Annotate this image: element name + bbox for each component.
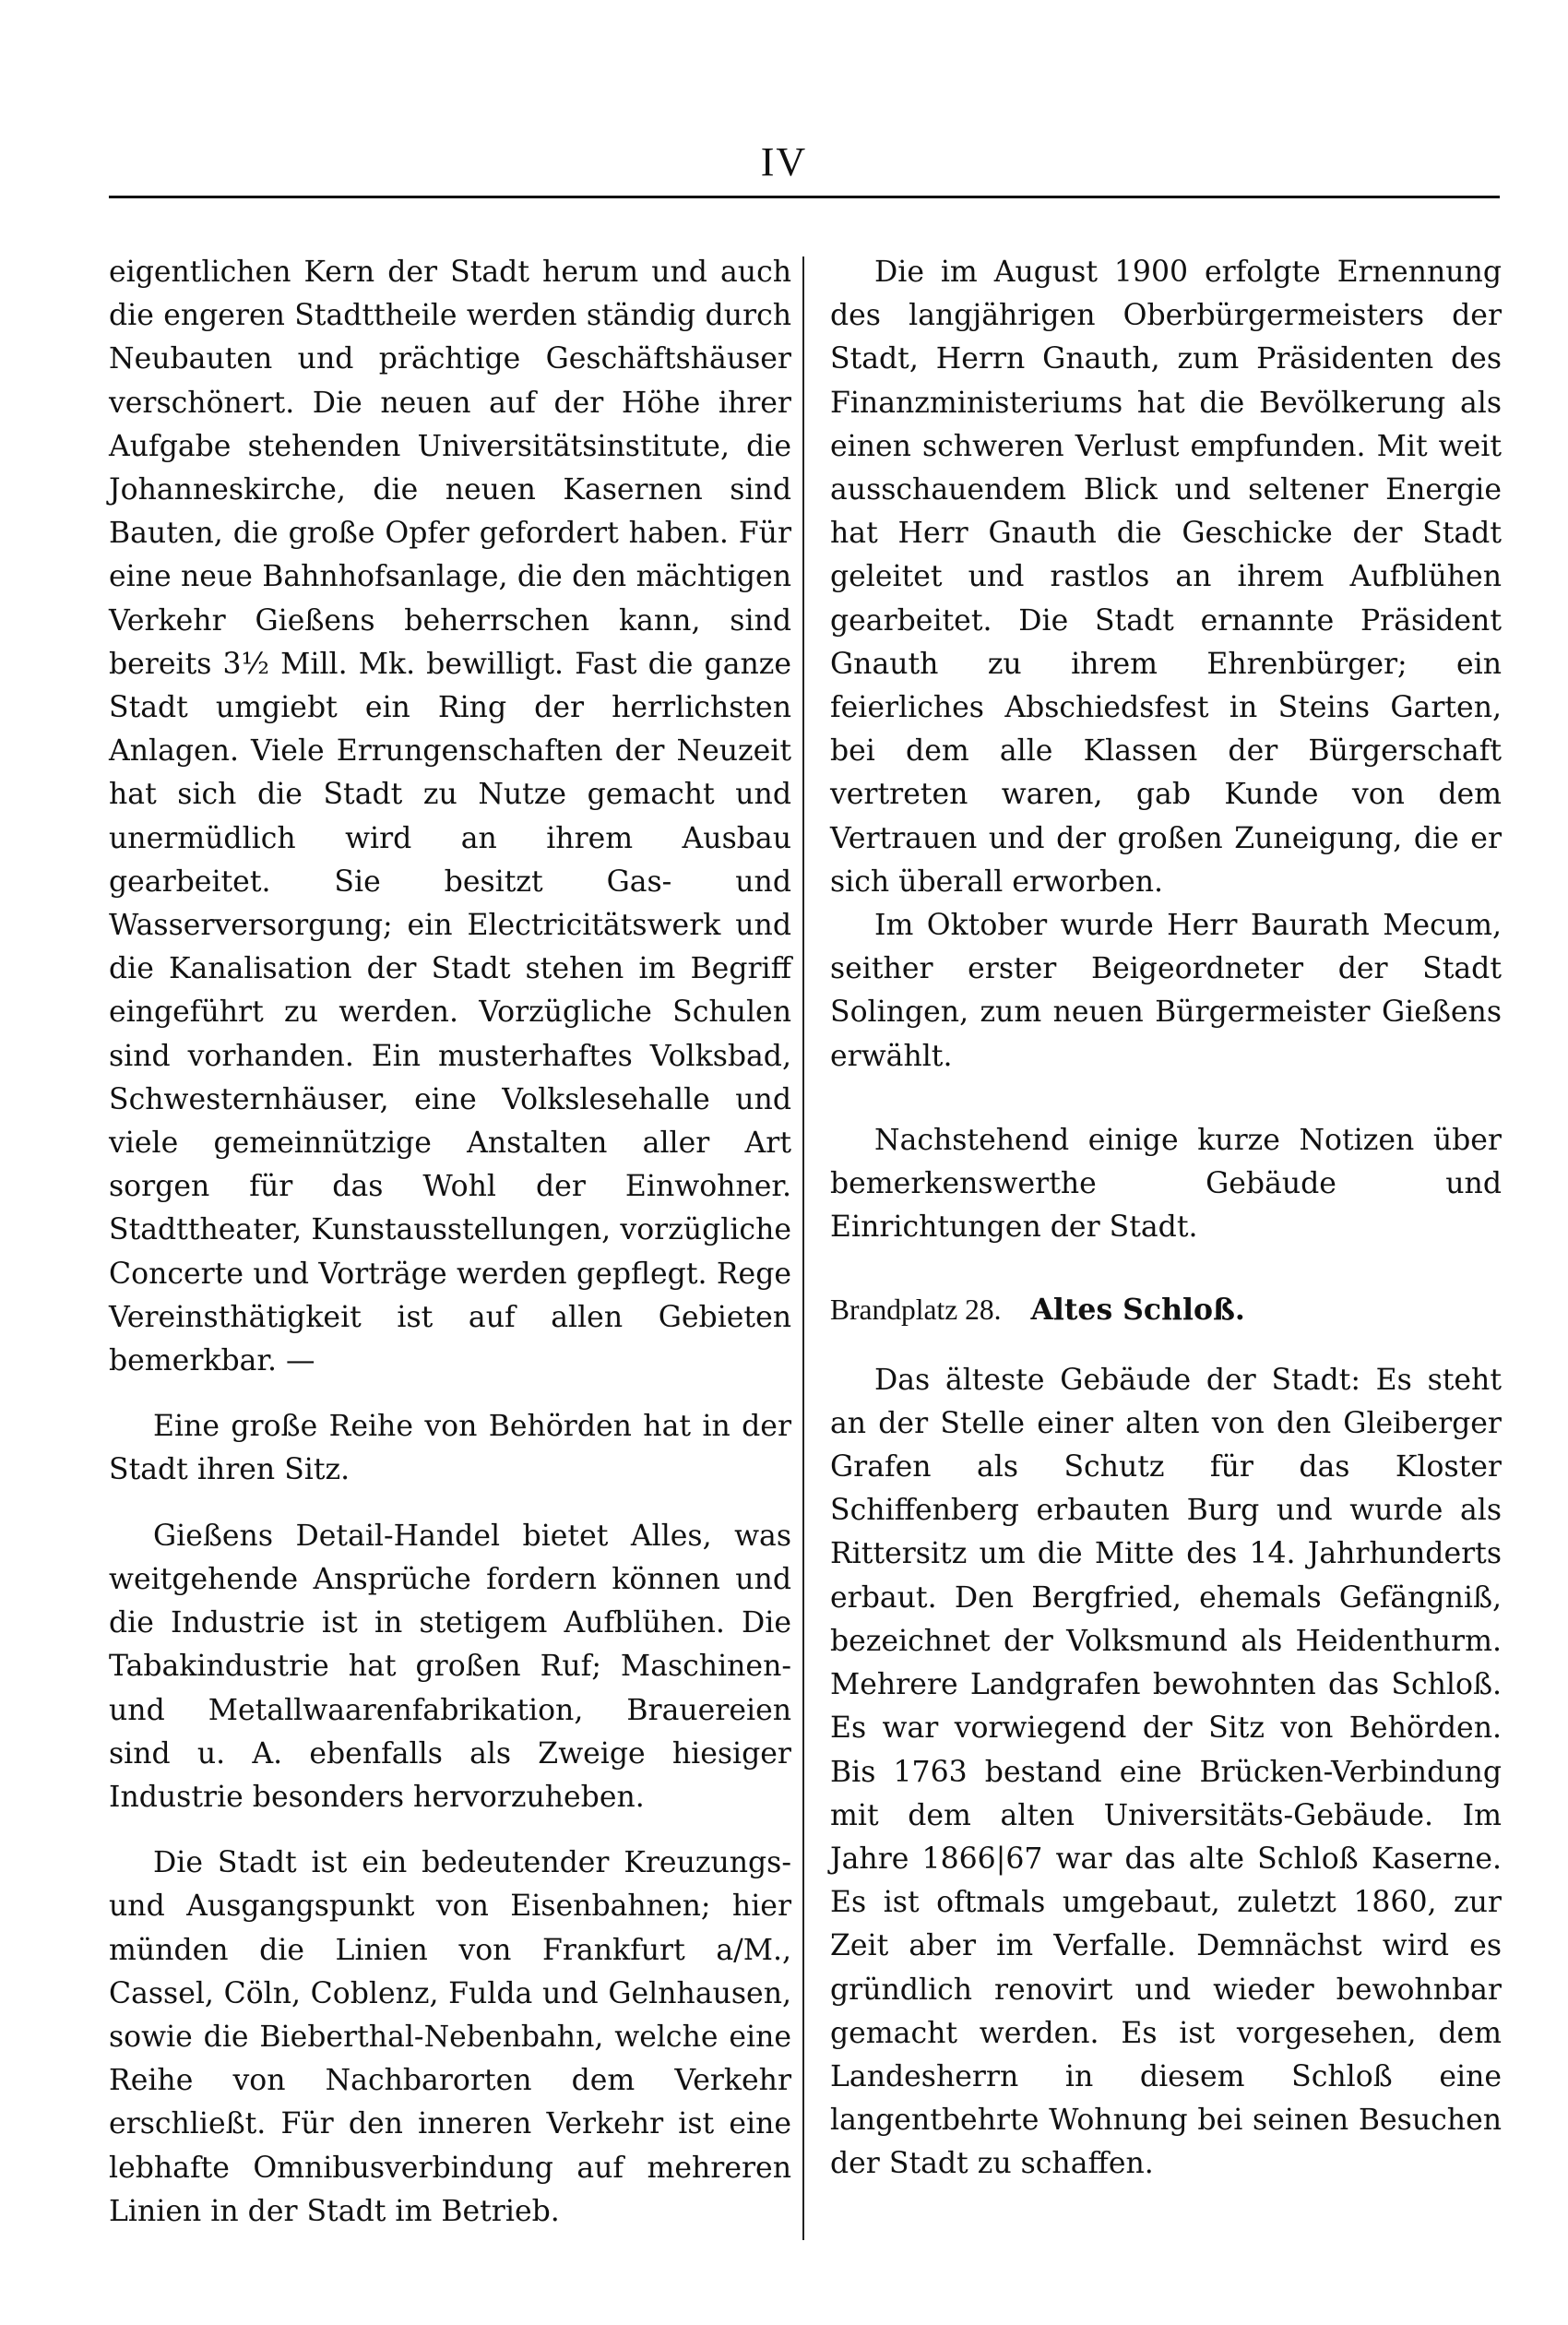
right-column bbox=[830, 251, 1502, 2187]
right-paragraph-1: Die im August 1900 erfolgte Ernennung des langjährigen Oberbürgermeisters der Stadt, Herrn Gnauth, zum Präsidenten des Finanzministeriums hat die Bevölkerung als einen schweren Verlust empfunden. Mit weit ausschauendem Blick und seltener Energie hat Herr Gnauth die Geschicke der Stadt geleitet und rastlos an ihrem Aufblühen gearbeitet. Die Stadt ernannte Präsident Gnauth zu ihrem Ehrenbürger; ein feierliches Abschiedsfest in Steins Garten, bei dem alle Klassen der Bürgerschaft vertreten waren, gab Kunde von dem Vertrauen und der großen Zuneigung, die er sich überall erworben. bbox=[830, 256, 1502, 899]
section-address: Brandplatz 28. bbox=[830, 1294, 1002, 1327]
left-paragraph-3: Gießens Detail-Handel bietet Alles, was weitgehende Ansprüche fordern können und die Industrie ist in stetigem Aufblühen. Die Tabakindustrie hat großen Ruf; Maschinen- und Metallwaarenfabrikation, Brauereien sind u. A. ebenfalls als Zweige hiesiger Industrie besonders hervorzuheben. bbox=[109, 1519, 791, 1814]
right-paragraph-2: Im Oktober wurde Herr Baurath Mecum, seither erster Beigeordneter der Stadt Solingen, zum neuen Bürgermeister Gießens erwählt. bbox=[830, 909, 1502, 1073]
left-paragraph-4: Die Stadt ist ein bedeutender Kreuzungs- und Ausgangspunkt von Eisenbahnen; hier münden die Linien von Frankfurt a/M., Cassel, Cöln, Coblenz, Fulda und Gelnhausen, sowie die Bieberthal-Nebenbahn, welche eine Reihe von Nachbarorten dem Verkehr erschließt. Für den inneren Verkehr ist eine lebhafte Omnibusverbindung auf mehreren Linien in der Stadt im Betrieb. bbox=[109, 1846, 791, 2228]
section-body: Das älteste Gebäude der Stadt: Es steht an der Stelle einer alten von den Gleiberger Grafen als Schutz für das Kloster Schiffenberg erbauten Burg und wurde als Rittersitz um die Mitte des 14. Jahrhunderts erbaut. Den Bergfried, ehemals Gefängniß, bezeichnet der Volksmund als Heidenthurm. Mehrere Landgrafen bewohnten das Schloß. Es war vorwiegend der Sitz von Behörden. Bis 1763 bestand eine Brücken-Verbindung mit dem alten Universitäts-Gebäude. Im Jahre 1866|67 war das alte Schloß Kaserne. Es ist oftmals umgebaut, zuletzt 1860, zur Zeit aber im Verfalle. Demnächst wird es gründlich renovirt und wieder bewohnbar gemacht werden. Es ist vorgesehen, dem Landesherrn in diesem Schloß eine langentbehrte Wohnung bei seinen Besuchen der Stadt zu schaffen. bbox=[830, 1363, 1502, 2181]
intro-paragraph: Nachstehend einige kurze Notizen über bemerkenswerthe Gebäude und Einrichtungen der Stadt. bbox=[830, 1123, 1502, 1245]
left-paragraph-2: Eine große Reihe von Behörden hat in der Stadt ihren Sitz. bbox=[109, 1410, 791, 1487]
section-title: Altes Schloß. bbox=[1030, 1293, 1245, 1328]
column-divider bbox=[802, 256, 804, 2240]
left-paragraph-1: eigentlichen Kern der Stadt herum und auch die engeren Stadttheile werden ständig durch Neubauten und prächtige Geschäftshäuser verschönert. Die neuen auf der Höhe ihrer Aufgabe stehenden Universitätsinstitute, die Johanneskirche, die neuen Kasernen sind Bauten, die große Opfer gefordert haben. Für eine neue Bahnhofsanlage, die den mächtigen Verkehr Gießens beherrschen kann, sind bereits 3½ Mill. Mk. bewilligt. Fast die ganze Stadt umgiebt ein Ring der herrlichsten Anlagen. Viele Errungenschaften der Neuzeit hat sich die Stadt zu Nutze gemacht und unermüdlich wird an ihrem Ausbau gearbeitet. Sie besitzt Gas- und Wasserversorgung; ein Electricitätswerk und die Kanalisation der Stadt stehen im Begriff eingeführt zu werden. Vorzügliche Schulen sind vorhanden. Ein musterhaftes Volksbad, Schwesternhäuser, eine Volkslesehalle und viele gemeinnützige Anstalten aller Art sorgen für das Wohl der Einwohner. Stadttheater, Kunstausstellungen, vorzügliche Concerte und Vorträge werden gepflegt. Rege Vereinsthätigkeit ist auf allen Gebieten bemerkbar. — bbox=[109, 256, 791, 1378]
page-number: IV bbox=[760, 139, 808, 185]
header-rule bbox=[109, 196, 1500, 198]
left-column bbox=[109, 251, 791, 2234]
section-heading bbox=[830, 1288, 1502, 1332]
